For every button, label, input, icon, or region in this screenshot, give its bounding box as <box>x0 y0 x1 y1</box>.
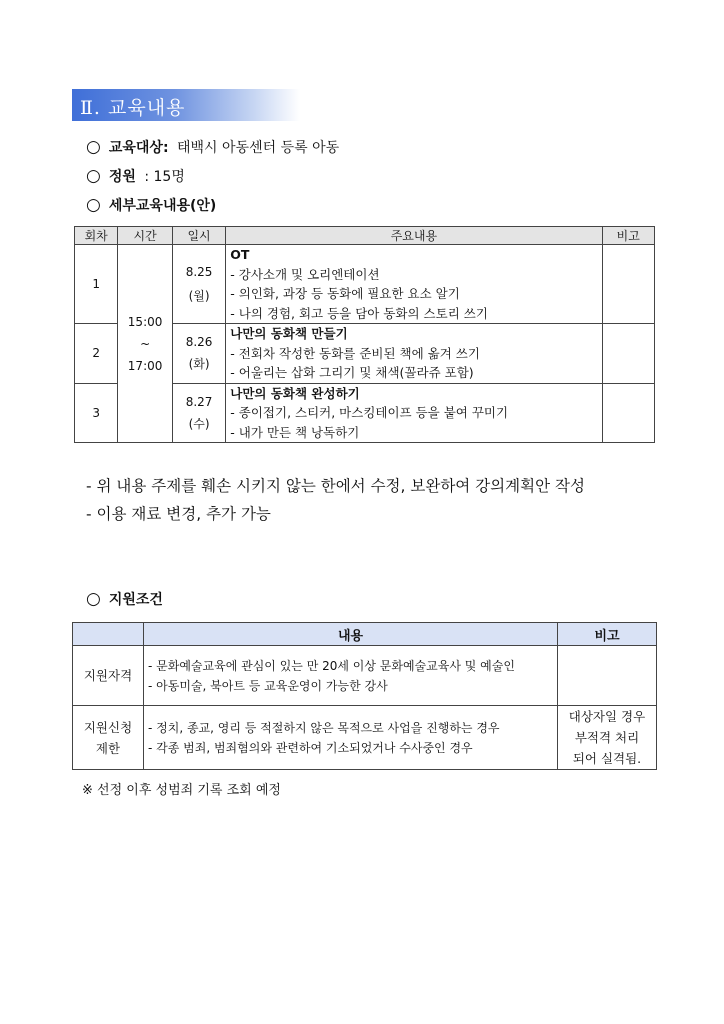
row-content <box>144 706 558 770</box>
remark-cell <box>602 324 654 384</box>
date-cell <box>172 324 225 384</box>
table-row <box>73 706 657 770</box>
footnote: ※ 선정 이후 성범죄 기록 조회 예정 <box>82 783 281 798</box>
section-title: Ⅱ. 교육내용 <box>80 97 186 119</box>
header-date: 일시 <box>172 227 225 245</box>
content-title: 나만의 동화책 완성하기 <box>230 385 360 401</box>
header-time: 시간 <box>118 227 172 245</box>
capacity-value: : 15명 <box>144 169 185 185</box>
session-date: 8.25 <box>185 265 213 279</box>
table-row <box>75 245 655 324</box>
session-day: (수) <box>188 416 210 431</box>
header-remark: 비고 <box>558 623 657 646</box>
row-label <box>73 706 144 770</box>
conditions-heading <box>86 589 163 609</box>
conditions-table <box>72 622 657 770</box>
row-content <box>144 646 558 706</box>
session-date: 8.27 <box>185 394 213 409</box>
row-label-line: 제한 <box>95 740 121 756</box>
header-content: 주요내용 <box>226 227 602 245</box>
content-title: 나만의 동화책 만들기 <box>230 326 348 341</box>
content-item: - 종이접기, 스티커, 마스킹테이프 등을 붙여 꾸미기 <box>230 405 509 420</box>
header-empty <box>73 623 144 646</box>
content-item: - 정치, 종교, 영리 등 적절하지 않은 목적으로 사업을 진행하는 경우 <box>148 720 500 735</box>
row-remark <box>558 706 657 770</box>
session-number: 2 <box>75 324 118 384</box>
circle-bullet-icon: ○ <box>86 589 101 609</box>
content-item: - 내가 만든 책 낭독하기 <box>230 424 360 440</box>
session-date: 8.26 <box>185 335 213 350</box>
date-cell <box>172 245 225 324</box>
detail-line <box>86 195 216 215</box>
time-sep: ~ <box>140 336 151 351</box>
content-item: - 아동미술, 북아트 등 교육운영이 가능한 강사 <box>148 678 388 693</box>
remark-cell <box>602 245 654 324</box>
target-label: 교육대상: <box>108 140 169 156</box>
detail-label: 세부교육내용(안) <box>108 198 217 214</box>
circle-bullet-icon: ○ <box>86 137 101 157</box>
session-day: (월) <box>188 289 210 303</box>
session-number: 3 <box>75 383 118 443</box>
note-line: - 이용 재료 변경, 추가 가능 <box>86 505 271 523</box>
header-session: 회차 <box>75 227 118 245</box>
target-line <box>86 137 339 157</box>
schedule-header-row <box>75 227 655 245</box>
header-remark: 비고 <box>602 227 654 245</box>
content-cell <box>226 245 602 324</box>
time-start: 15:00 <box>127 314 163 329</box>
content-item: - 어울리는 삽화 그리기 및 채색(꼴라쥬 포함) <box>230 365 474 380</box>
row-remark <box>558 646 657 706</box>
content-title: OT <box>230 247 250 262</box>
session-day: (화) <box>188 357 210 372</box>
date-cell <box>172 383 225 443</box>
capacity-line <box>86 166 185 186</box>
content-item: - 전회차 작성한 동화를 준비된 책에 옮겨 쓰기 <box>230 345 480 361</box>
content-cell <box>226 383 602 443</box>
content-item: - 강사소개 및 오리엔테이션 <box>230 266 380 282</box>
note-line: - 위 내용 주제를 훼손 시키지 않는 한에서 수정, 보완하여 강의계획안 작성 <box>86 477 585 495</box>
conditions-title: 지원조건 <box>108 592 163 608</box>
time-cell <box>118 245 172 443</box>
content-item: - 나의 경험, 회고 등을 담아 동화의 스토리 쓰기 <box>230 305 488 321</box>
session-number: 1 <box>75 245 118 324</box>
circle-bullet-icon: ○ <box>86 195 101 215</box>
row-label-line: 지원신청 <box>83 719 133 735</box>
schedule-table <box>74 226 655 443</box>
content-item: - 각종 범죄, 범죄혐의와 관련하여 기소되었거나 수사중인 경우 <box>148 740 473 755</box>
content-item: - 의인화, 과장 등 동화에 필요한 요소 알기 <box>230 286 460 301</box>
target-value: 태백시 아동센터 등록 아동 <box>177 140 340 156</box>
row-label: 지원자격 <box>73 646 144 706</box>
circle-bullet-icon: ○ <box>86 166 101 186</box>
capacity-label: 정원 <box>108 169 136 185</box>
content-cell <box>226 324 602 384</box>
header-content: 내용 <box>144 623 558 646</box>
remark-cell <box>602 383 654 443</box>
remark-line: 되어 실격됨. <box>572 751 642 766</box>
table-row <box>73 646 657 706</box>
remark-line: 부적격 처리 <box>574 730 640 745</box>
section-header <box>72 89 300 121</box>
conditions-header-row <box>73 623 657 646</box>
time-end: 17:00 <box>127 358 163 373</box>
content-item: - 문화예술교육에 관심이 있는 만 20세 이상 문화예술교육사 및 예술인 <box>148 658 515 673</box>
remark-line: 대상자일 경우 <box>568 709 646 724</box>
